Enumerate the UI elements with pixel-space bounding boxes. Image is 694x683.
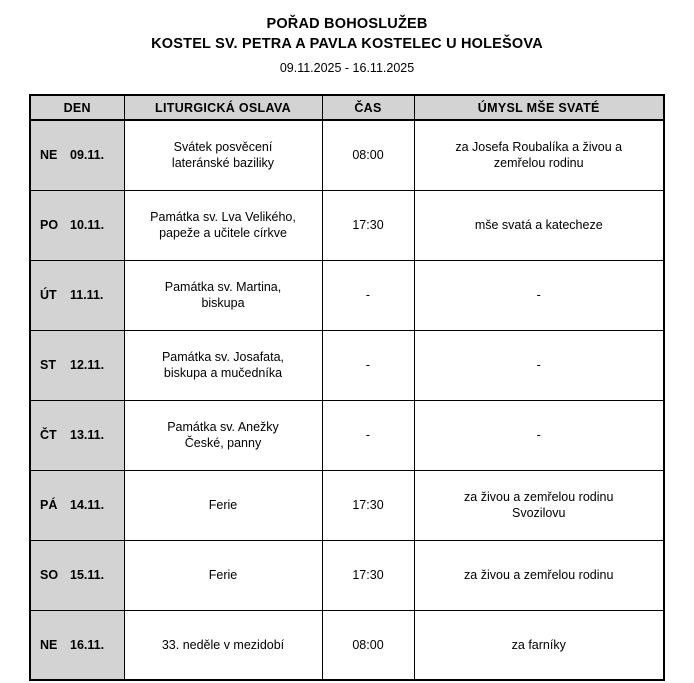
document-date-range: 09.11.2025 - 16.11.2025 — [279, 61, 415, 75]
schedule-table-wrapper — [29, 94, 665, 681]
document-header — [0, 0, 694, 78]
day-date: 12.11. — [70, 358, 105, 372]
table-row — [30, 330, 664, 400]
day-date: 14.11. — [70, 498, 105, 512]
cell-intention: za Josefa Roubalíka a živou a zemřelou rodinu — [414, 120, 664, 190]
column-header-celebration: LITURGICKÁ OSLAVA — [124, 95, 322, 120]
cell-time: - — [322, 260, 414, 330]
cell-intention: za farníky — [414, 610, 664, 680]
cell-intention: za živou a zemřelou rodinu Svozilovu — [414, 470, 664, 540]
cell-intention: - — [414, 260, 664, 330]
cell-time: 17:30 — [322, 190, 414, 260]
cell-celebration: Ferie — [124, 540, 322, 610]
table-row — [30, 610, 664, 680]
day-of-week: NE — [40, 637, 58, 652]
cell-celebration: Památka sv. Josafata, biskupa a mučedníka — [124, 330, 322, 400]
column-header-time: ČAS — [322, 95, 414, 120]
day-of-week: ST — [40, 358, 56, 372]
cell-day — [30, 190, 124, 260]
cell-intention: - — [414, 400, 664, 470]
cell-celebration: Památka sv. Martina, biskupa — [124, 260, 322, 330]
cell-day — [30, 260, 124, 330]
cell-celebration: Památka sv. Lva Velikého, papeže a učitele církve — [124, 190, 322, 260]
cell-time: 17:30 — [322, 540, 414, 610]
day-date: 13.11. — [70, 428, 105, 442]
document-title-primary: POŘAD BOHOSLUŽEB — [266, 16, 428, 32]
document-title-secondary: KOSTEL SV. PETRA A PAVLA KOSTELEC U HOLEŠOVA — [151, 36, 543, 52]
day-of-week: ÚT — [40, 288, 57, 302]
day-of-week: NE — [40, 148, 58, 163]
cell-intention: mše svatá a katecheze — [414, 190, 664, 260]
schedule-table-body — [30, 120, 664, 680]
day-date: 10.11. — [70, 218, 105, 232]
cell-celebration: Svátek posvěcení lateránské baziliky — [124, 120, 322, 190]
schedule-table — [29, 94, 665, 681]
cell-time: - — [322, 330, 414, 400]
cell-time: 08:00 — [322, 610, 414, 680]
day-of-week: PO — [40, 218, 59, 232]
cell-day — [30, 400, 124, 470]
schedule-table-head — [30, 95, 664, 120]
table-row — [30, 260, 664, 330]
table-row — [30, 190, 664, 260]
table-row — [30, 120, 664, 190]
cell-day — [30, 120, 124, 190]
table-row — [30, 470, 664, 540]
day-of-week: SO — [40, 568, 59, 582]
cell-intention: za živou a zemřelou rodinu — [414, 540, 664, 610]
day-of-week: ČT — [40, 428, 57, 442]
cell-celebration: 33. neděle v mezidobí — [124, 610, 322, 680]
table-row — [30, 540, 664, 610]
day-of-week: PÁ — [40, 498, 58, 512]
cell-day — [30, 330, 124, 400]
column-header-day: DEN — [30, 95, 124, 120]
cell-time: 17:30 — [322, 470, 414, 540]
cell-time: - — [322, 400, 414, 470]
cell-day — [30, 540, 124, 610]
day-date: 16.11. — [70, 637, 105, 652]
cell-celebration: Ferie — [124, 470, 322, 540]
day-date: 09.11. — [70, 148, 105, 163]
day-date: 11.11. — [70, 288, 104, 302]
column-header-intention: ÚMYSL MŠE SVATÉ — [414, 95, 664, 120]
cell-day — [30, 470, 124, 540]
table-header-row — [30, 95, 664, 120]
table-row — [30, 400, 664, 470]
cell-intention: - — [414, 330, 664, 400]
day-date: 15.11. — [70, 568, 105, 582]
cell-celebration: Památka sv. Anežky České, panny — [124, 400, 322, 470]
cell-time: 08:00 — [322, 120, 414, 190]
cell-day — [30, 610, 124, 680]
